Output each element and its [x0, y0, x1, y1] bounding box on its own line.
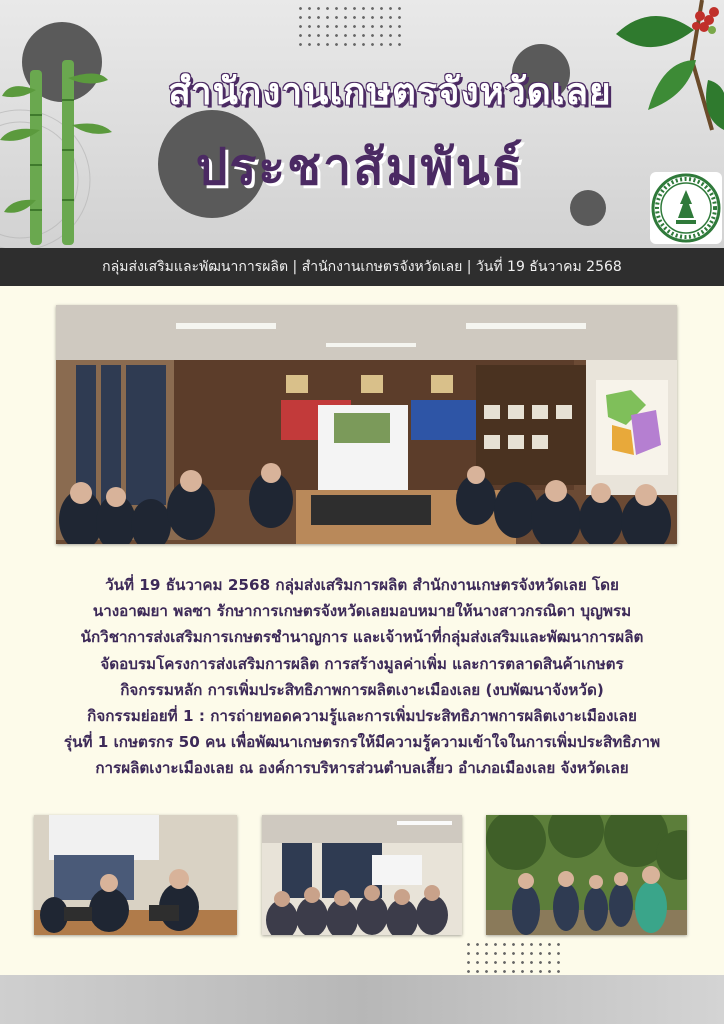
article-line: จัดอบรมโครงการส่งเสริมการผลิต การสร้างมูลค่าเพิ่ม และการตลาดสินค้าเกษตร [100, 654, 624, 673]
main-photo [56, 305, 677, 544]
article-line: การผลิตเงาะเมืองเลย ณ องค์การบริหารส่วนตำบลเสี้ยว อำเภอเมืองเลย จังหวัดเลย [95, 759, 629, 778]
department-seal [650, 172, 722, 244]
article-line: นักวิชาการส่งเสริมการเกษตรชำนาญการ และเจ้าหน้าที่กลุ่มส่งเสริมและพัฒนาการผลิต [80, 628, 644, 647]
article-line: กิจกรรมหลัก การเพิ่มประสิทธิภาพการผลิตเงาะเมืองเลย (งบพัฒนาจังหวัด) [120, 680, 604, 699]
footer-bar [0, 975, 724, 1024]
article-line: นางอาฒยา พลซา รักษาการเกษตรจังหวัดเลยมอบหมายให้นางสาวกรณิดา บุญพรม [92, 602, 632, 621]
page-heading: ประชาสัมพันธ์ [195, 138, 525, 196]
decor-circle [570, 190, 606, 226]
decor-dot-grid [296, 4, 404, 48]
photo-field-visit [486, 815, 687, 935]
photo-speakers [34, 815, 237, 935]
bamboo-icon [0, 40, 130, 248]
article-line: วันที่ 19 ธันวาคม 2568 กลุ่มส่งเสริมการผลิต สำนักงานเกษตรจังหวัดเลย โดย [105, 576, 619, 594]
photo-audience [262, 815, 462, 935]
header-banner [0, 0, 724, 248]
office-title: สำนักงานเกษตรจังหวัดเลย [168, 70, 612, 113]
subheader-band [0, 248, 724, 286]
article-line: รุ่นที่ 1 เกษตรกร 50 คน เพื่อพัฒนาเกษตรกรให้มีความรู้ความเข้าใจในการเพิ่มประสิทธิภาพ [63, 733, 661, 752]
department-seal-icon [650, 172, 722, 244]
subheader-text: กลุ่มส่งเสริมและพัฒนาการผลิต | สำนักงานเกษตรจังหวัดเลย | วันที่ 19 ธันวาคม 2568 [102, 259, 622, 275]
article-line: กิจกรรมย่อยที่ 1 : การถ่ายทอดความรู้และการเพิ่มประสิทธิภาพการผลิตเงาะเมืองเลย [87, 707, 637, 726]
article-body [22, 572, 702, 782]
